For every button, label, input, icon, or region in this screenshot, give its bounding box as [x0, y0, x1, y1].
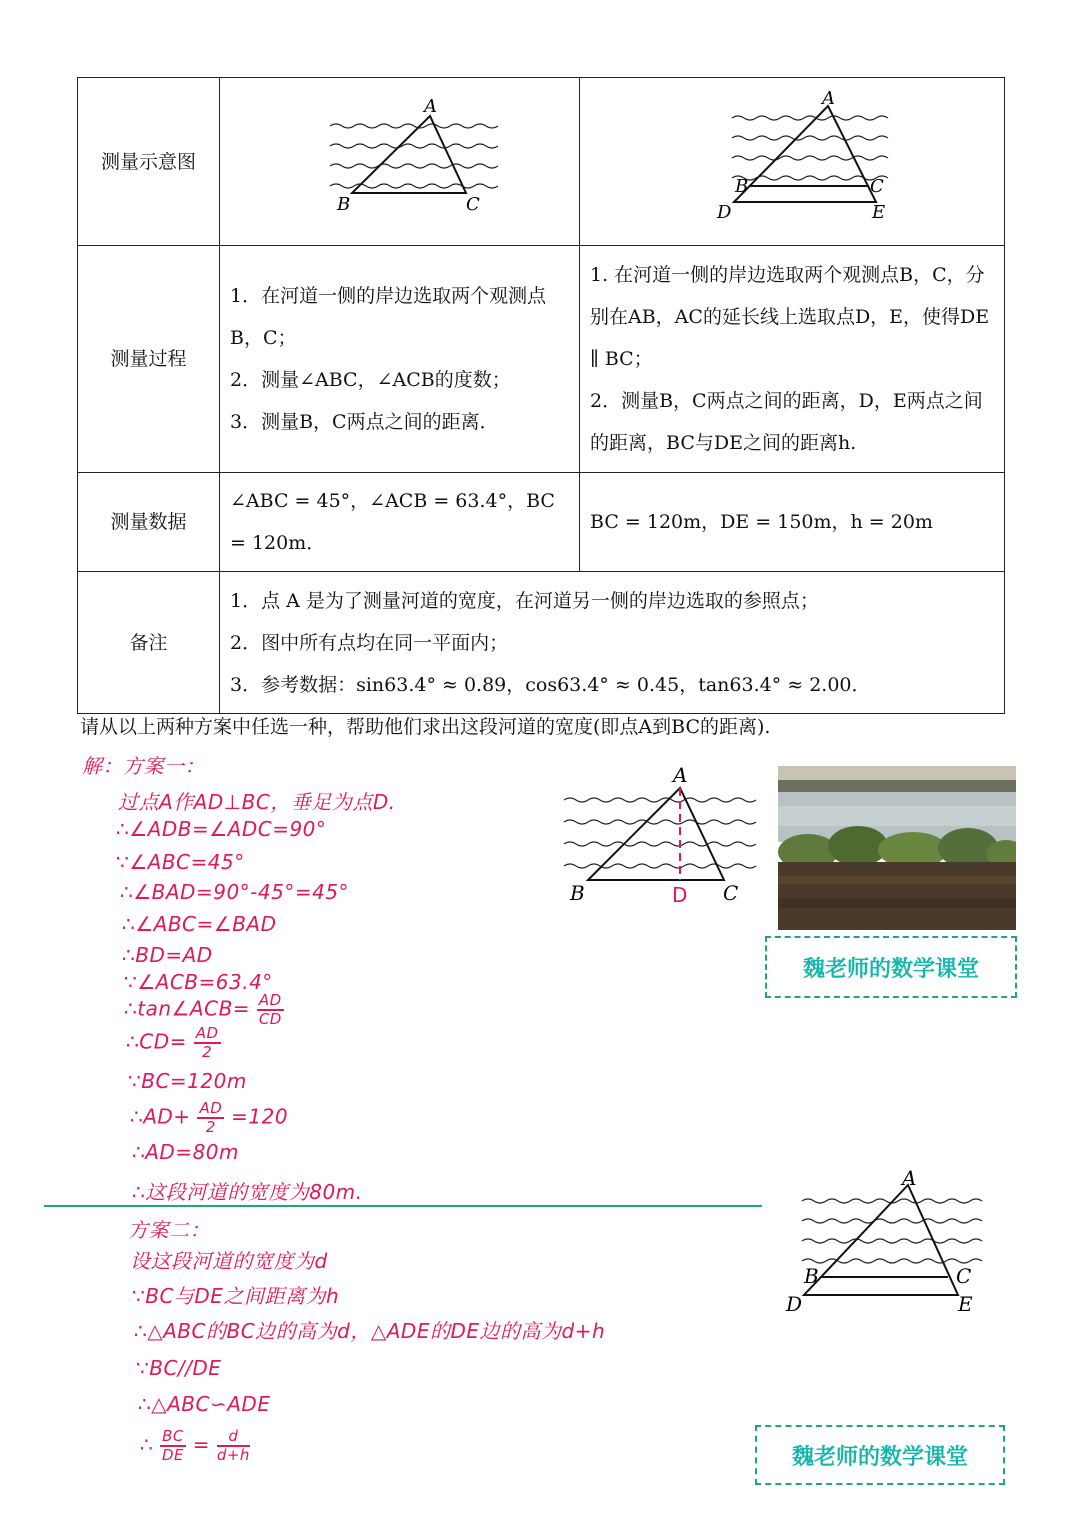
solution1-cd-line — [126, 1025, 221, 1061]
solution1-line: ∴∠ADB=∠ADC=90° — [116, 817, 327, 841]
data-plan1: ∠ABC = 45°，∠ACB = 63.4°，BC = 120m． — [220, 473, 580, 572]
solution2-diagram — [780, 1165, 990, 1315]
river-photo — [778, 766, 1016, 930]
watermark-stamp-2: 魏老师的数学课堂 — [755, 1425, 1005, 1485]
fraction-bc-de — [160, 1428, 186, 1464]
solution2-line: ∴△ABC的BC边的高为d，△ADE的DE边的高为d+h — [134, 1319, 606, 1343]
solution1-line: 解：方案一： — [82, 754, 205, 778]
process-plan1-line: 1．在河道一侧的岸边选取两个观测点B，C； — [230, 285, 547, 349]
fraction-ad-cd — [257, 992, 284, 1028]
triangle-diagram-2 — [590, 78, 1013, 230]
note-line: 2．图中所有点均在同一平面内； — [230, 631, 509, 654]
row-data — [78, 473, 1005, 572]
solution2-line: ∴△ABC∽ADE — [138, 1392, 271, 1416]
process-plan1 — [220, 246, 580, 473]
process-plan2-line: 2．测量B，C两点之间的距离，D，E两点之间的距离，BC与DE之间的距离h. — [590, 390, 983, 454]
label-c3: C — [723, 881, 739, 905]
question-text: 请从以上两种方案中任选一种，帮助他们求出这段河道的宽度(即点A到BC的距离). — [80, 716, 771, 738]
triangle-diagram-1 — [230, 78, 588, 230]
diagram-plan1 — [220, 78, 580, 246]
label-c2: C — [870, 176, 884, 197]
row-process — [78, 246, 1005, 473]
section-divider — [44, 1205, 762, 1207]
landscape-image — [778, 766, 1016, 930]
note-line: 3．参考数据：sin63.4° ≈ 0.89，cos63.4° ≈ 0.45，tan63.4° ≈ 2.00． — [230, 673, 871, 696]
watermark-stamp: 魏老师的数学课堂 — [765, 936, 1017, 998]
label-b: B — [337, 194, 351, 215]
fraction-denominator: CD — [258, 1010, 282, 1028]
solution1-tan-text: ∴tan∠ACB= — [124, 996, 251, 1021]
note-line: 1．点 A 是为了测量河道的宽度，在河道另一侧的岸边选取的参照点； — [230, 589, 819, 612]
solution1-sum-result: =120 — [231, 1104, 289, 1129]
solution1-tan-line — [124, 992, 284, 1028]
label-a3: A — [673, 763, 688, 787]
fraction-ad-2 — [194, 1025, 221, 1061]
solution1-line: ∵∠ABC=45° — [116, 850, 245, 874]
label-b2: B — [735, 176, 749, 197]
measurement-table — [77, 77, 1005, 714]
solution2-line: ∵BC//DE — [136, 1356, 222, 1380]
label-a4: A — [902, 1166, 917, 1190]
fraction-numerator: AD — [199, 1099, 223, 1117]
label-e4: E — [958, 1292, 973, 1315]
process-plan1-line: 3．测量B，C两点之间的距离． — [230, 411, 499, 433]
fraction-numerator: d — [217, 1428, 250, 1447]
triangle-ade — [734, 106, 876, 202]
label-foot-d: D — [672, 883, 688, 907]
diagram-plan2 — [580, 78, 1005, 246]
solution1-line: ∵∠ACB=63.4° — [124, 970, 273, 994]
label-e2: E — [872, 202, 886, 223]
label-d2: D — [717, 202, 732, 223]
label-a2: A — [822, 88, 835, 109]
process-plan1-line: 2．测量∠ABC，∠ACB的度数； — [230, 369, 511, 391]
label-data: 测量数据 — [78, 473, 220, 572]
label-a: A — [424, 96, 437, 117]
fraction-numerator: AD — [258, 991, 282, 1009]
solution2-line: 方案二： — [128, 1218, 210, 1242]
label-b3: B — [570, 881, 585, 905]
label-diagram: 测量示意图 — [78, 78, 220, 246]
data-plan2: BC = 120m，DE = 150m，h = 20m — [580, 473, 1005, 572]
solution2-ratio-line — [140, 1428, 250, 1464]
fraction-denominator: 2 — [205, 1118, 216, 1136]
solution1-cd-text: ∴CD= — [126, 1029, 187, 1054]
label-b4: B — [804, 1264, 819, 1288]
fraction-denominator: DE — [161, 1446, 184, 1464]
river-waves-4 — [802, 1199, 982, 1263]
solution1-line: 过点A作AD⊥BC，垂足为点D. — [118, 790, 396, 814]
notes-cell — [220, 572, 1005, 714]
solution1-line: ∴∠BAD=90°-45°=45° — [120, 880, 350, 904]
label-note: 备注 — [78, 572, 220, 714]
label-c4: C — [956, 1264, 972, 1288]
solution1-line: ∵BC=120m — [128, 1069, 247, 1093]
solution1-sum-line — [130, 1100, 288, 1136]
process-plan2 — [580, 246, 1005, 473]
solution1-line: ∴∠ABC=∠BAD — [122, 912, 277, 936]
solution1-line: ∴AD=80m — [132, 1140, 239, 1164]
fraction-ad-2b — [197, 1100, 224, 1136]
solution2-line: 设这段河道的宽度为d — [130, 1249, 328, 1273]
solution2-line: ∵BC与DE之间距离为h — [132, 1284, 340, 1308]
solution1-line: ∴这段河道的宽度为80m. — [132, 1180, 363, 1204]
label-c: C — [466, 194, 480, 215]
solution1-line: ∴BD=AD — [122, 943, 213, 967]
fraction-denominator: d+h — [216, 1446, 250, 1464]
fraction-denominator: 2 — [202, 1043, 213, 1061]
process-plan2-line: 1. 在河道一侧的岸边选取两个观测点B，C，分别在AB，AC的延长线上选取点D，E，使得DE ∥ BC； — [590, 264, 990, 370]
equals-sign: = — [192, 1432, 210, 1457]
solution2-ratio-text: ∴ — [140, 1432, 154, 1457]
row-diagram — [78, 78, 1005, 246]
fraction-d-dh — [217, 1428, 250, 1464]
label-d4: D — [786, 1292, 803, 1315]
row-note — [78, 572, 1005, 714]
solution1-sum-text: ∴AD+ — [130, 1104, 191, 1129]
solution1-diagram — [556, 760, 766, 910]
label-process: 测量过程 — [78, 246, 220, 473]
river-waves — [330, 124, 498, 188]
fraction-numerator: AD — [195, 1024, 219, 1042]
fraction-numerator: BC — [162, 1427, 184, 1445]
